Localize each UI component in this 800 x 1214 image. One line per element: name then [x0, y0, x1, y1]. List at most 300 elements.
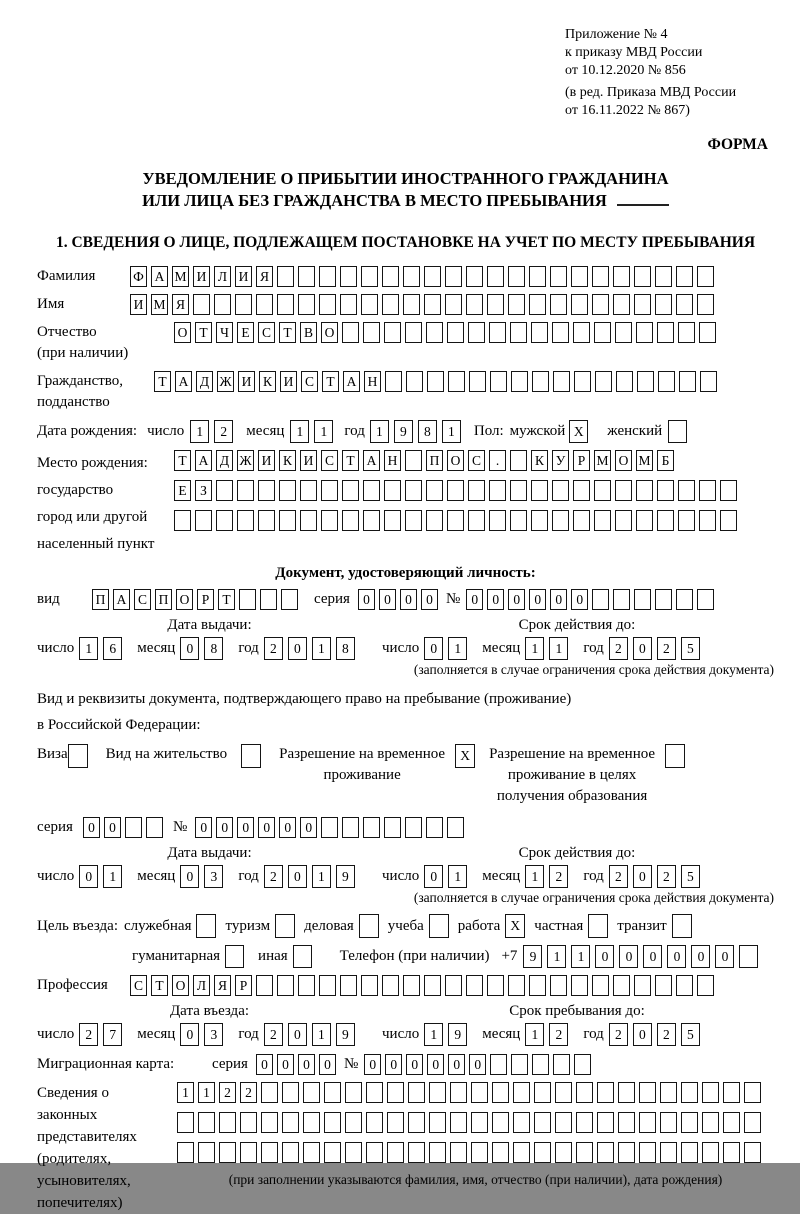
- char-cell[interactable]: [639, 1142, 656, 1163]
- identity-number-cells[interactable]: [466, 589, 718, 610]
- char-cell[interactable]: [216, 510, 233, 531]
- char-cell[interactable]: [426, 322, 443, 343]
- char-cell[interactable]: 2: [79, 1023, 98, 1046]
- char-cell[interactable]: [258, 480, 275, 501]
- char-cell[interactable]: 0: [508, 589, 525, 610]
- char-cell[interactable]: 1: [314, 420, 333, 443]
- char-cell[interactable]: [681, 1082, 698, 1103]
- char-cell[interactable]: 2: [609, 1023, 628, 1046]
- char-cell[interactable]: [613, 975, 630, 996]
- char-cell[interactable]: 0: [487, 589, 504, 610]
- char-cell[interactable]: [678, 510, 695, 531]
- char-cell[interactable]: [655, 294, 672, 315]
- char-cell[interactable]: 0: [427, 1054, 444, 1075]
- char-cell[interactable]: [408, 1082, 425, 1103]
- char-cell[interactable]: Ж: [237, 450, 254, 471]
- char-cell[interactable]: А: [343, 371, 360, 392]
- char-cell[interactable]: 2: [657, 1023, 676, 1046]
- char-cell[interactable]: [550, 975, 567, 996]
- char-cell[interactable]: [720, 480, 737, 501]
- char-cell[interactable]: [424, 975, 441, 996]
- char-cell[interactable]: [487, 266, 504, 287]
- char-cell[interactable]: [594, 480, 611, 501]
- char-cell[interactable]: [637, 371, 654, 392]
- char-cell[interactable]: [676, 589, 693, 610]
- char-cell[interactable]: [363, 510, 380, 531]
- char-cell[interactable]: [324, 1082, 341, 1103]
- char-cell[interactable]: [699, 480, 716, 501]
- char-cell[interactable]: 2: [609, 865, 628, 888]
- char-cell[interactable]: 1: [549, 637, 568, 660]
- identity-expiry-day-cells[interactable]: [424, 637, 472, 660]
- char-cell[interactable]: [277, 266, 294, 287]
- char-cell[interactable]: А: [195, 450, 212, 471]
- identity-expiry-year-cells[interactable]: [609, 637, 705, 660]
- char-cell[interactable]: [636, 480, 653, 501]
- char-cell[interactable]: И: [300, 450, 317, 471]
- char-cell[interactable]: С: [134, 589, 151, 610]
- representatives-cells-row3[interactable]: [177, 1142, 774, 1163]
- char-cell[interactable]: [553, 371, 570, 392]
- char-cell[interactable]: [303, 1112, 320, 1133]
- char-cell[interactable]: [511, 371, 528, 392]
- char-cell[interactable]: [487, 294, 504, 315]
- char-cell[interactable]: [574, 1054, 591, 1075]
- char-cell[interactable]: Р: [235, 975, 252, 996]
- char-cell[interactable]: 3: [204, 865, 223, 888]
- char-cell[interactable]: [387, 1082, 404, 1103]
- char-cell[interactable]: [658, 371, 675, 392]
- char-cell[interactable]: [597, 1082, 614, 1103]
- char-cell[interactable]: [382, 266, 399, 287]
- char-cell[interactable]: [219, 1142, 236, 1163]
- char-cell[interactable]: 0: [529, 589, 546, 610]
- char-cell[interactable]: Т: [218, 589, 235, 610]
- char-cell[interactable]: [219, 1112, 236, 1133]
- char-cell[interactable]: [300, 480, 317, 501]
- char-cell[interactable]: 1: [103, 865, 122, 888]
- char-cell[interactable]: К: [259, 371, 276, 392]
- char-cell[interactable]: [387, 1112, 404, 1133]
- char-cell[interactable]: [660, 1112, 677, 1133]
- char-cell[interactable]: [702, 1142, 719, 1163]
- char-cell[interactable]: И: [258, 450, 275, 471]
- purpose-official-checkbox[interactable]: [196, 914, 216, 938]
- char-cell[interactable]: [281, 589, 298, 610]
- char-cell[interactable]: [678, 322, 695, 343]
- char-cell[interactable]: [342, 322, 359, 343]
- char-cell[interactable]: [342, 817, 359, 838]
- char-cell[interactable]: 2: [264, 1023, 283, 1046]
- stay-month-cells[interactable]: [525, 1023, 573, 1046]
- char-cell[interactable]: [403, 266, 420, 287]
- char-cell[interactable]: [492, 1082, 509, 1103]
- char-cell[interactable]: [529, 266, 546, 287]
- char-cell[interactable]: [552, 322, 569, 343]
- char-cell[interactable]: [466, 294, 483, 315]
- char-cell[interactable]: 2: [609, 637, 628, 660]
- char-cell[interactable]: [321, 510, 338, 531]
- surname-cells[interactable]: [130, 266, 718, 287]
- char-cell[interactable]: 5: [681, 865, 700, 888]
- char-cell[interactable]: 6: [103, 637, 122, 660]
- char-cell[interactable]: [408, 1142, 425, 1163]
- char-cell[interactable]: 1: [424, 1023, 443, 1046]
- char-cell[interactable]: О: [172, 975, 189, 996]
- char-cell[interactable]: 5: [681, 637, 700, 660]
- birth-day-cells[interactable]: [190, 420, 238, 443]
- char-cell[interactable]: [511, 1054, 528, 1075]
- char-cell[interactable]: 0: [385, 1054, 402, 1075]
- residence-series-cells[interactable]: [83, 817, 167, 838]
- char-cell[interactable]: [681, 1142, 698, 1163]
- char-cell[interactable]: [382, 294, 399, 315]
- char-cell[interactable]: [448, 371, 465, 392]
- char-cell[interactable]: Б: [657, 450, 674, 471]
- char-cell[interactable]: 0: [379, 589, 396, 610]
- char-cell[interactable]: С: [130, 975, 147, 996]
- char-cell[interactable]: [744, 1142, 761, 1163]
- char-cell[interactable]: Р: [573, 450, 590, 471]
- char-cell[interactable]: [613, 294, 630, 315]
- char-cell[interactable]: [384, 322, 401, 343]
- char-cell[interactable]: [240, 1112, 257, 1133]
- char-cell[interactable]: [723, 1112, 740, 1133]
- char-cell[interactable]: [702, 1112, 719, 1133]
- residence-expiry-day-cells[interactable]: [424, 865, 472, 888]
- char-cell[interactable]: [366, 1112, 383, 1133]
- char-cell[interactable]: [279, 510, 296, 531]
- char-cell[interactable]: [403, 294, 420, 315]
- char-cell[interactable]: 1: [177, 1082, 194, 1103]
- char-cell[interactable]: Я: [172, 294, 189, 315]
- profession-cells[interactable]: [130, 975, 718, 996]
- temp-residence-permit-checkbox[interactable]: X: [455, 744, 475, 768]
- char-cell[interactable]: [697, 266, 714, 287]
- char-cell[interactable]: [697, 589, 714, 610]
- char-cell[interactable]: О: [176, 589, 193, 610]
- char-cell[interactable]: [406, 371, 423, 392]
- char-cell[interactable]: Д: [196, 371, 213, 392]
- char-cell[interactable]: А: [363, 450, 380, 471]
- char-cell[interactable]: [679, 371, 696, 392]
- char-cell[interactable]: [616, 371, 633, 392]
- char-cell[interactable]: [214, 294, 231, 315]
- char-cell[interactable]: [618, 1112, 635, 1133]
- char-cell[interactable]: [513, 1082, 530, 1103]
- char-cell[interactable]: [595, 371, 612, 392]
- char-cell[interactable]: [576, 1142, 593, 1163]
- birth-place-cells-row2[interactable]: [174, 480, 741, 501]
- char-cell[interactable]: С: [468, 450, 485, 471]
- char-cell[interactable]: [321, 817, 338, 838]
- char-cell[interactable]: [534, 1112, 551, 1133]
- char-cell[interactable]: Л: [193, 975, 210, 996]
- char-cell[interactable]: [597, 1142, 614, 1163]
- char-cell[interactable]: [193, 294, 210, 315]
- char-cell[interactable]: [198, 1142, 215, 1163]
- char-cell[interactable]: А: [113, 589, 130, 610]
- char-cell[interactable]: 0: [643, 945, 662, 968]
- char-cell[interactable]: [146, 817, 163, 838]
- char-cell[interactable]: [216, 480, 233, 501]
- char-cell[interactable]: Т: [322, 371, 339, 392]
- char-cell[interactable]: 2: [264, 637, 283, 660]
- char-cell[interactable]: [697, 294, 714, 315]
- char-cell[interactable]: [405, 510, 422, 531]
- char-cell[interactable]: [405, 322, 422, 343]
- char-cell[interactable]: [405, 450, 422, 471]
- entry-month-cells[interactable]: [180, 1023, 228, 1046]
- char-cell[interactable]: 2: [657, 865, 676, 888]
- char-cell[interactable]: 2: [549, 865, 568, 888]
- char-cell[interactable]: [445, 266, 462, 287]
- identity-issue-day-cells[interactable]: [79, 637, 127, 660]
- char-cell[interactable]: [321, 480, 338, 501]
- char-cell[interactable]: 0: [633, 865, 652, 888]
- char-cell[interactable]: [429, 1142, 446, 1163]
- char-cell[interactable]: [699, 322, 716, 343]
- char-cell[interactable]: 1: [525, 865, 544, 888]
- char-cell[interactable]: 0: [619, 945, 638, 968]
- char-cell[interactable]: [363, 817, 380, 838]
- purpose-work-checkbox[interactable]: X: [505, 914, 525, 938]
- char-cell[interactable]: [324, 1142, 341, 1163]
- char-cell[interactable]: Ф: [130, 266, 147, 287]
- char-cell[interactable]: 1: [525, 637, 544, 660]
- char-cell[interactable]: [303, 1082, 320, 1103]
- char-cell[interactable]: 2: [657, 637, 676, 660]
- visa-checkbox[interactable]: [68, 744, 88, 768]
- char-cell[interactable]: [239, 589, 256, 610]
- purpose-other-checkbox[interactable]: [293, 945, 312, 968]
- char-cell[interactable]: [552, 510, 569, 531]
- char-cell[interactable]: 8: [204, 637, 223, 660]
- char-cell[interactable]: [450, 1112, 467, 1133]
- char-cell[interactable]: [702, 1082, 719, 1103]
- char-cell[interactable]: [340, 975, 357, 996]
- char-cell[interactable]: 0: [258, 817, 275, 838]
- char-cell[interactable]: [676, 294, 693, 315]
- char-cell[interactable]: 0: [298, 1054, 315, 1075]
- char-cell[interactable]: У: [552, 450, 569, 471]
- char-cell[interactable]: [657, 322, 674, 343]
- patronymic-cells[interactable]: [174, 322, 720, 343]
- char-cell[interactable]: П: [155, 589, 172, 610]
- representatives-cells-row2[interactable]: [177, 1112, 774, 1133]
- citizenship-cells[interactable]: [154, 371, 721, 392]
- char-cell[interactable]: [678, 480, 695, 501]
- char-cell[interactable]: [492, 1142, 509, 1163]
- char-cell[interactable]: [492, 1112, 509, 1133]
- char-cell[interactable]: Ж: [217, 371, 234, 392]
- char-cell[interactable]: 9: [394, 420, 413, 443]
- char-cell[interactable]: 0: [633, 1023, 652, 1046]
- char-cell[interactable]: [342, 480, 359, 501]
- char-cell[interactable]: [594, 322, 611, 343]
- char-cell[interactable]: [597, 1112, 614, 1133]
- char-cell[interactable]: 3: [204, 1023, 223, 1046]
- char-cell[interactable]: [634, 294, 651, 315]
- char-cell[interactable]: Р: [197, 589, 214, 610]
- char-cell[interactable]: [676, 266, 693, 287]
- char-cell[interactable]: [426, 480, 443, 501]
- char-cell[interactable]: А: [175, 371, 192, 392]
- migration-number-cells[interactable]: [364, 1054, 595, 1075]
- char-cell[interactable]: [384, 817, 401, 838]
- char-cell[interactable]: 1: [448, 865, 467, 888]
- char-cell[interactable]: М: [594, 450, 611, 471]
- char-cell[interactable]: [553, 1054, 570, 1075]
- char-cell[interactable]: 0: [424, 637, 443, 660]
- char-cell[interactable]: [385, 371, 402, 392]
- char-cell[interactable]: 1: [190, 420, 209, 443]
- char-cell[interactable]: [279, 480, 296, 501]
- char-cell[interactable]: 0: [195, 817, 212, 838]
- migration-series-cells[interactable]: [256, 1054, 340, 1075]
- char-cell[interactable]: [660, 1142, 677, 1163]
- char-cell[interactable]: [555, 1082, 572, 1103]
- char-cell[interactable]: 9: [336, 1023, 355, 1046]
- char-cell[interactable]: О: [447, 450, 464, 471]
- identity-issue-year-cells[interactable]: [264, 637, 360, 660]
- char-cell[interactable]: [261, 1112, 278, 1133]
- char-cell[interactable]: 1: [312, 637, 331, 660]
- char-cell[interactable]: [282, 1112, 299, 1133]
- given-name-cells[interactable]: [130, 294, 718, 315]
- char-cell[interactable]: [405, 480, 422, 501]
- char-cell[interactable]: П: [426, 450, 443, 471]
- char-cell[interactable]: [408, 1112, 425, 1133]
- char-cell[interactable]: А: [151, 266, 168, 287]
- char-cell[interactable]: [447, 510, 464, 531]
- char-cell[interactable]: [468, 322, 485, 343]
- sex-male-checkbox[interactable]: X: [569, 420, 588, 443]
- char-cell[interactable]: 0: [180, 637, 199, 660]
- char-cell[interactable]: [424, 266, 441, 287]
- char-cell[interactable]: [639, 1112, 656, 1133]
- char-cell[interactable]: [469, 371, 486, 392]
- char-cell[interactable]: [571, 975, 588, 996]
- stay-year-cells[interactable]: [609, 1023, 705, 1046]
- char-cell[interactable]: [363, 322, 380, 343]
- char-cell[interactable]: 0: [715, 945, 734, 968]
- char-cell[interactable]: С: [301, 371, 318, 392]
- char-cell[interactable]: 0: [466, 589, 483, 610]
- char-cell[interactable]: [258, 510, 275, 531]
- char-cell[interactable]: [468, 480, 485, 501]
- char-cell[interactable]: [345, 1082, 362, 1103]
- char-cell[interactable]: [681, 1112, 698, 1133]
- purpose-humanitarian-checkbox[interactable]: [225, 945, 244, 968]
- purpose-business-checkbox[interactable]: [359, 914, 379, 938]
- char-cell[interactable]: В: [300, 322, 317, 343]
- char-cell[interactable]: [471, 1142, 488, 1163]
- char-cell[interactable]: [361, 294, 378, 315]
- char-cell[interactable]: 0: [550, 589, 567, 610]
- char-cell[interactable]: .: [489, 450, 506, 471]
- char-cell[interactable]: [345, 1112, 362, 1133]
- char-cell[interactable]: [468, 510, 485, 531]
- char-cell[interactable]: М: [172, 266, 189, 287]
- entry-year-cells[interactable]: [264, 1023, 360, 1046]
- char-cell[interactable]: М: [151, 294, 168, 315]
- char-cell[interactable]: 7: [103, 1023, 122, 1046]
- char-cell[interactable]: [510, 510, 527, 531]
- char-cell[interactable]: 0: [319, 1054, 336, 1075]
- char-cell[interactable]: 2: [219, 1082, 236, 1103]
- char-cell[interactable]: [532, 371, 549, 392]
- char-cell[interactable]: 1: [442, 420, 461, 443]
- char-cell[interactable]: [573, 480, 590, 501]
- char-cell[interactable]: [490, 371, 507, 392]
- char-cell[interactable]: [508, 975, 525, 996]
- stay-day-cells[interactable]: [424, 1023, 472, 1046]
- char-cell[interactable]: [361, 975, 378, 996]
- char-cell[interactable]: [426, 510, 443, 531]
- identity-expiry-month-cells[interactable]: [525, 637, 573, 660]
- char-cell[interactable]: 0: [571, 589, 588, 610]
- char-cell[interactable]: [660, 1082, 677, 1103]
- char-cell[interactable]: [429, 1082, 446, 1103]
- char-cell[interactable]: [471, 1112, 488, 1133]
- char-cell[interactable]: 1: [312, 1023, 331, 1046]
- char-cell[interactable]: 0: [288, 865, 307, 888]
- char-cell[interactable]: П: [92, 589, 109, 610]
- char-cell[interactable]: 0: [300, 817, 317, 838]
- char-cell[interactable]: 0: [667, 945, 686, 968]
- char-cell[interactable]: [655, 266, 672, 287]
- char-cell[interactable]: [445, 975, 462, 996]
- sex-female-checkbox[interactable]: [668, 420, 687, 443]
- char-cell[interactable]: 9: [336, 865, 355, 888]
- char-cell[interactable]: Н: [364, 371, 381, 392]
- birth-place-cells-row1[interactable]: [174, 450, 741, 471]
- char-cell[interactable]: [513, 1142, 530, 1163]
- char-cell[interactable]: 0: [288, 637, 307, 660]
- char-cell[interactable]: 2: [214, 420, 233, 443]
- purpose-study-checkbox[interactable]: [429, 914, 449, 938]
- char-cell[interactable]: [571, 294, 588, 315]
- char-cell[interactable]: [592, 266, 609, 287]
- residence-issue-month-cells[interactable]: [180, 865, 228, 888]
- char-cell[interactable]: [427, 371, 444, 392]
- char-cell[interactable]: [531, 322, 548, 343]
- char-cell[interactable]: 0: [691, 945, 710, 968]
- char-cell[interactable]: [319, 975, 336, 996]
- char-cell[interactable]: [237, 480, 254, 501]
- char-cell[interactable]: [450, 1142, 467, 1163]
- birth-place-cells-row3[interactable]: [174, 510, 741, 531]
- char-cell[interactable]: О: [174, 322, 191, 343]
- char-cell[interactable]: [277, 294, 294, 315]
- char-cell[interactable]: [198, 1112, 215, 1133]
- char-cell[interactable]: 0: [406, 1054, 423, 1075]
- char-cell[interactable]: [529, 294, 546, 315]
- purpose-private-checkbox[interactable]: [588, 914, 608, 938]
- char-cell[interactable]: [571, 266, 588, 287]
- char-cell[interactable]: 0: [421, 589, 438, 610]
- char-cell[interactable]: [550, 266, 567, 287]
- phone-cells[interactable]: [523, 945, 763, 968]
- char-cell[interactable]: К: [531, 450, 548, 471]
- char-cell[interactable]: [573, 322, 590, 343]
- char-cell[interactable]: [634, 589, 651, 610]
- char-cell[interactable]: Е: [237, 322, 254, 343]
- char-cell[interactable]: [340, 294, 357, 315]
- char-cell[interactable]: [384, 480, 401, 501]
- char-cell[interactable]: [744, 1082, 761, 1103]
